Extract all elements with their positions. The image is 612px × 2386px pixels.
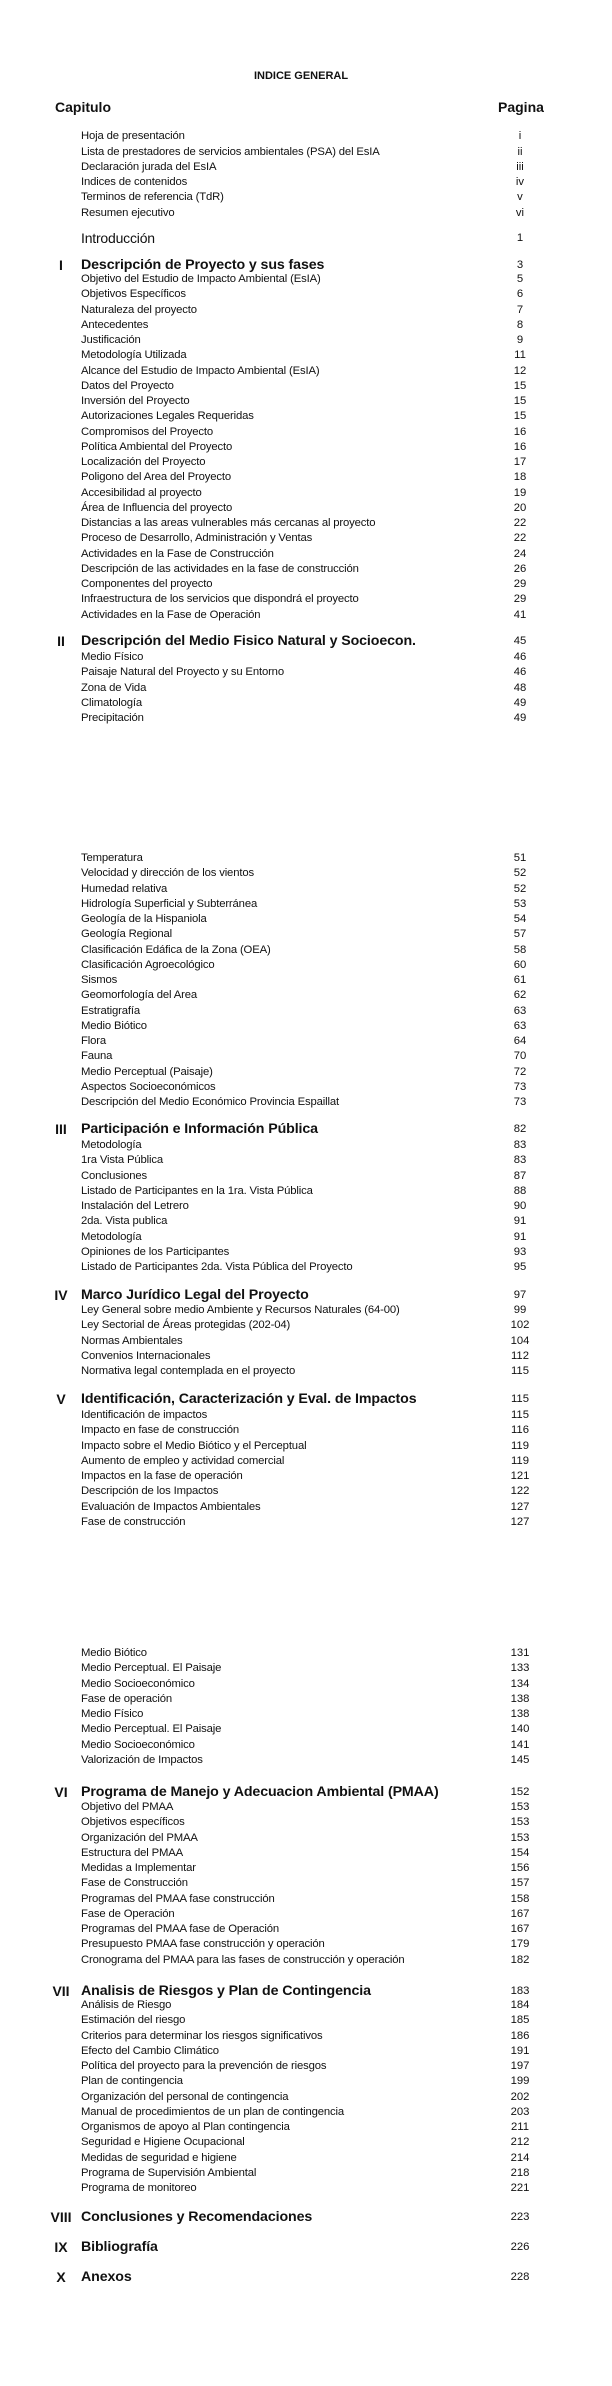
toc-entry: Normativa legal contemplada en el proyecto [81,1365,296,1377]
page-number: 5 [516,273,524,285]
toc-entry: Compromisos del Proyecto [81,425,214,438]
page-number: iv [515,176,525,188]
introduction-entry: Introducción [81,230,155,246]
page-number: 46 [513,666,527,679]
page-number: 153 [510,1801,530,1813]
page-number: 60 [513,958,527,971]
toc-entry: Identificación de impactos [81,1409,208,1421]
page-number: 99 [513,1304,527,1316]
toc-entry: Ley Sectorial de Áreas protegidas (202-04) [81,1319,291,1332]
page-number: 46 [513,651,527,663]
page-number: 26 [513,562,527,575]
page-number: 22 [513,532,527,545]
page-number: 53 [513,897,527,910]
toc-entry: Política Ambiental del Proyecto [81,440,233,453]
front-matter-entry: Terminos de referencia (TdR) [81,191,224,203]
page-number: 212 [510,2136,530,2149]
page-number: 12 [513,364,527,377]
chapter-number: VII [52,1983,70,1999]
toc-entry: Infraestructura de los servicios que dispondrá el proyecto [81,593,359,606]
toc-entry: Cronograma del PMAA para las fases de construcción y operación [81,1953,405,1966]
toc-entry: Humedad relativa [81,882,168,895]
page-number: 158 [510,1892,530,1905]
page-number: 131 [510,1647,530,1659]
page-number: 221 [510,2182,530,2194]
toc-entry: Componentes del proyecto [81,578,213,590]
chapter-page-number: 228 [510,2271,530,2283]
toc-entry: Opiniones de los Participantes [81,1245,230,1258]
toc-entry: Clasificación Agroecológico [81,958,215,971]
toc-entry: Análisis de Riesgo [81,1999,172,2011]
toc-entry: Valorización de Impactos [81,1753,203,1766]
page-number: 19 [513,486,527,499]
chapter-heading: Programa de Manejo y Adecuacion Ambiental (PMAA) [81,1784,439,1800]
page-number: 214 [510,2151,530,2164]
page-number: 48 [513,681,527,694]
toc-entry: Metodología [81,1230,142,1243]
chapter-page-number: 223 [510,2211,530,2223]
toc-entry: Impacto sobre el Medio Biótico y el Perceptual [81,1439,307,1452]
toc-entry: Estimación del riesgo [81,2014,186,2027]
page-number: 62 [513,989,527,1002]
page-number: 16 [513,425,527,438]
toc-entry: Geología Regional [81,928,173,941]
front-matter-entry: Declaración jurada del EsIA [81,160,217,173]
page-number: 72 [513,1065,527,1078]
page-number: 156 [510,1862,530,1874]
page-number: 138 [510,1692,530,1705]
chapter-number: V [56,1391,66,1407]
page-number: 104 [510,1334,530,1347]
page-number: 22 [513,517,527,529]
page-number: 218 [510,2166,530,2179]
toc-entry: Programas del PMAA fase construcción [81,1892,275,1905]
toc-entry: Fase de construcción [81,1515,186,1528]
toc-entry: Metodología Utilizada [81,349,187,362]
page-number: 203 [510,2105,530,2118]
page-number: 134 [510,1677,530,1690]
page-number: 6 [516,288,524,301]
page-number: 70 [513,1050,527,1063]
toc-entry: Organización del PMAA [81,1831,198,1844]
page-number: 15 [513,410,527,423]
toc-entry: Impacto en fase de construcción [81,1424,239,1437]
page-number: 73 [513,1096,527,1108]
page-number: 54 [513,913,527,925]
page-number: 153 [510,1816,530,1829]
page-number: 1 [516,232,524,244]
page-number: 197 [510,2060,530,2072]
toc-entry: Medio Socioeconómico [81,1738,195,1751]
toc-entry: Convenios Internacionales [81,1349,211,1362]
page-number: vi [515,206,525,219]
chapter-heading: Anexos [81,2269,132,2285]
page-number: 199 [510,2075,530,2088]
page-number: iii [516,160,524,173]
toc-entry: Hidrología Superficial y Subterránea [81,897,258,910]
toc-entry: Distancias a las areas vulnerables más cercanas al proyecto [81,517,376,529]
page-number: 127 [510,1515,530,1528]
page-number: 127 [510,1500,530,1513]
toc-entry: Ley General sobre medio Ambiente y Recursos Naturales (64-00) [81,1304,400,1316]
toc-entry: Organismos de apoyo al Plan contingencia [81,2121,290,2133]
page-number: 115 [510,1409,529,1421]
toc-entry: Estructura del PMAA [81,1846,183,1859]
page-number: 102 [510,1319,530,1332]
toc-entry: Evaluación de Impactos Ambientales [81,1500,261,1513]
toc-entry: Paisaje Natural del Proyecto y su Entorno [81,666,284,679]
toc-entry: Poligono del Area del Proyecto [81,471,231,484]
page-number: 49 [513,696,527,709]
page-number: 119 [510,1454,529,1467]
column-header-chapter: Capitulo [55,99,111,115]
toc-entry: Proceso de Desarrollo, Administración y Ventas [81,532,313,545]
toc-entry: Descripción del Medio Económico Provincia Espaillat [81,1096,339,1108]
page-number: 63 [513,1004,527,1017]
toc-entry: Área de Influencia del proyecto [81,501,233,514]
toc-entry: Programa de Supervisión Ambiental [81,2166,257,2179]
toc-entry: Medidas a Implementar [81,1862,196,1874]
page-number: ii [517,145,523,158]
toc-entry: Inversión del Proyecto [81,395,190,407]
page-number: 141 [510,1738,530,1751]
toc-entry: Normas Ambientales [81,1334,183,1347]
chapter-number: III [55,1121,67,1137]
toc-entry: Presupuesto PMAA fase construcción y operación [81,1938,325,1951]
chapter-heading: Descripción del Medio Fisico Natural y Socioecon. [81,633,416,649]
toc-entry: Instalación del Letrero [81,1200,189,1212]
toc-entry: Programas del PMAA fase de Operación [81,1923,280,1935]
toc-entry: Organización del personal de contingencia [81,2090,289,2103]
toc-entry: Antecedentes [81,318,149,331]
toc-entry: Zona de Vida [81,681,147,694]
toc-entry: Objetivo del Estudio de Impacto Ambiental (EsIA) [81,273,321,285]
page-number: 115 [510,1365,529,1377]
toc-entry: Objetivos específicos [81,1816,185,1829]
front-matter-entry: Hoja de presentación [81,130,185,142]
toc-entry: Medio Perceptual. El Paisaje [81,1723,222,1736]
toc-entry: Naturaleza del proyecto [81,303,197,316]
document-title: INDICE GENERAL [253,70,349,82]
toc-entry: Descripción de los Impactos [81,1485,219,1498]
toc-entry: Listado de Participantes 2da. Vista Pública del Proyecto [81,1261,353,1273]
page-number: 51 [513,852,527,864]
toc-entry: Estratigrafía [81,1004,140,1017]
toc-entry: 2da. Vista publica [81,1215,168,1228]
chapter-heading: Bibliografía [81,2239,158,2255]
toc-entry: Medidas de seguridad e higiene [81,2151,237,2164]
toc-entry: Clasificación Edáfica de la Zona (OEA) [81,943,271,956]
page-number: 49 [513,712,527,724]
page-number: 167 [510,1907,530,1920]
page-number: 24 [513,547,527,560]
page-number: 87 [513,1169,527,1182]
page-number: 41 [513,608,527,621]
page-number: 90 [513,1200,527,1212]
front-matter-entry: Resumen ejecutivo [81,206,175,219]
toc-entry: Velocidad y dirección de los vientos [81,867,254,880]
page-number: 95 [513,1261,527,1273]
toc-entry: Política del proyecto para la prevención de riesgos [81,2060,327,2072]
toc-entry: Seguridad e Higiene Ocupacional [81,2136,245,2149]
toc-entry: Descripción de las actividades en la fase de construcción [81,562,359,575]
chapter-page-number: 152 [510,1786,530,1798]
page-number: 202 [510,2090,530,2103]
page-number: 7 [516,303,524,316]
toc-entry: Climatología [81,696,142,709]
toc-entry: Medio Físico [81,1708,144,1720]
page-number: 184 [510,1999,530,2011]
page-number: 93 [513,1245,527,1258]
toc-entry: Accesibilidad al proyecto [81,486,202,499]
chapter-page-number: 183 [510,1985,530,1997]
toc-entry: Alcance del Estudio de Impacto Ambiental (EsIA) [81,364,320,377]
front-matter-entry: Indices de contenidos [81,176,188,188]
page-number: 116 [510,1424,529,1437]
page-number: 167 [510,1923,530,1935]
chapter-page-number: 97 [513,1289,527,1301]
toc-entry: Aspectos Socioeconómicos [81,1080,216,1093]
toc-entry: Efecto del Cambio Climático [81,2044,219,2057]
page-number: 91 [513,1230,527,1243]
toc-entry: Aumento de empleo y actividad comercial [81,1454,285,1467]
page-number: 15 [513,395,527,407]
page-number: i [518,130,522,142]
chapter-heading: Analisis de Riesgos y Plan de Contingencia [81,1983,371,1999]
toc-entry: Criterios para determinar los riesgos significativos [81,2029,323,2042]
page-number: 179 [510,1938,530,1951]
chapter-number: II [57,633,65,649]
page-number: 52 [513,867,527,880]
page-number: 8 [516,318,524,331]
page-number: 119 [510,1439,529,1452]
toc-entry: Actividades en la Fase de Construcción [81,547,274,560]
page-number: 145 [510,1753,530,1766]
chapter-number: I [59,257,63,273]
page-number: 17 [513,456,527,468]
toc-entry: Medio Biótico [81,1647,147,1659]
page-number: 191 [510,2044,530,2057]
chapter-heading: Participación e Información Pública [81,1121,318,1137]
toc-entry: Medio Físico [81,651,144,663]
page-number: 20 [513,501,527,514]
toc-entry: Plan de contingencia [81,2075,183,2088]
page-number: 73 [513,1080,527,1093]
page-number: 88 [513,1184,527,1197]
chapter-heading: Identificación, Caracterización y Eval. de Impactos [81,1391,417,1407]
page-number: 29 [513,578,527,590]
chapter-number: IX [54,2239,68,2255]
page-number: 29 [513,593,527,606]
page-number: 18 [513,471,527,484]
toc-entry: Fase de operación [81,1692,173,1705]
toc-entry: Medio Biótico [81,1019,147,1032]
toc-entry: Localización del Proyecto [81,456,206,468]
column-header-page: Pagina [498,99,544,115]
page-number: 185 [510,2014,530,2027]
toc-entry: Objetivo del PMAA [81,1801,174,1813]
toc-entry: Programa de monitoreo [81,2182,197,2194]
page-number: 61 [513,974,527,986]
page-number: 52 [513,882,527,895]
page-number: 112 [510,1349,529,1362]
toc-entry: Fase de Operación [81,1907,175,1920]
toc-entry: Fase de Construcción [81,1877,188,1890]
page-number: 9 [516,334,524,346]
chapter-number: IV [54,1287,68,1303]
toc-entry: 1ra Vista Pública [81,1154,164,1167]
page-number: 211 [510,2121,529,2133]
toc-entry: Objetivos Específicos [81,288,186,301]
page-number: 153 [510,1831,530,1844]
chapter-number: VIII [50,2209,72,2225]
chapter-heading: Descripción de Proyecto y sus fases [81,257,325,273]
page-number: 133 [510,1662,530,1675]
chapter-page-number: 45 [513,635,527,647]
toc-entry: Temperatura [81,852,143,864]
toc-entry: Listado de Participantes en la 1ra. Vista Pública [81,1184,313,1197]
toc-entry: Medio Perceptual (Paisaje) [81,1065,213,1078]
toc-entry: Precipitación [81,712,144,724]
toc-entry: Geomorfología del Area [81,989,198,1002]
toc-entry: Justificación [81,334,141,346]
toc-entry: Metodología [81,1139,142,1151]
toc-entry: Impactos en la fase de operación [81,1470,243,1482]
toc-entry: Manual de procedimientos de un plan de contingencia [81,2105,345,2118]
page-number: 182 [510,1953,530,1966]
page-number: 11 [514,349,526,362]
toc-entry: Datos del Proyecto [81,379,174,392]
page-number: 63 [513,1019,527,1032]
toc-entry: Medio Perceptual. El Paisaje [81,1662,222,1675]
page-number: 91 [513,1215,527,1228]
front-matter-entry: Lista de prestadores de servicios ambientales (PSA) del EsIA [81,145,380,158]
toc-entry: Geología de la Hispaniola [81,913,207,925]
toc-entry: Actividades en la Fase de Operación [81,608,261,621]
page-number: 64 [513,1035,527,1047]
page-number: 122 [510,1485,530,1498]
chapter-page-number: 3 [516,259,524,271]
toc-entry: Conclusiones [81,1169,148,1182]
chapter-number: X [56,2269,66,2285]
page-number: 58 [513,943,527,956]
toc-entry: Sismos [81,974,118,986]
page-number: v [517,191,523,203]
page-number: 83 [513,1154,527,1167]
page-number: 15 [513,379,527,392]
page-number: 186 [510,2029,530,2042]
toc-entry: Flora [81,1035,106,1047]
page-number: 16 [513,440,527,453]
toc-entry: Medio Socioeconómico [81,1677,195,1690]
chapter-number: VI [54,1784,68,1800]
page-number: 154 [510,1846,530,1859]
chapter-page-number: 226 [510,2241,530,2253]
page-number: 121 [510,1470,530,1482]
chapter-heading: Conclusiones y Recomendaciones [81,2209,313,2225]
page-number: 138 [510,1708,530,1720]
chapter-heading: Marco Jurídico Legal del Proyecto [81,1287,309,1303]
page-number: 57 [513,928,527,941]
toc-entry: Autorizaciones Legales Requeridas [81,410,254,423]
page-number: 157 [510,1877,530,1890]
chapter-page-number: 115 [510,1393,529,1405]
page-number: 140 [510,1723,530,1736]
page-number: 83 [513,1139,527,1151]
chapter-page-number: 82 [513,1123,527,1135]
toc-entry: Fauna [81,1050,113,1063]
